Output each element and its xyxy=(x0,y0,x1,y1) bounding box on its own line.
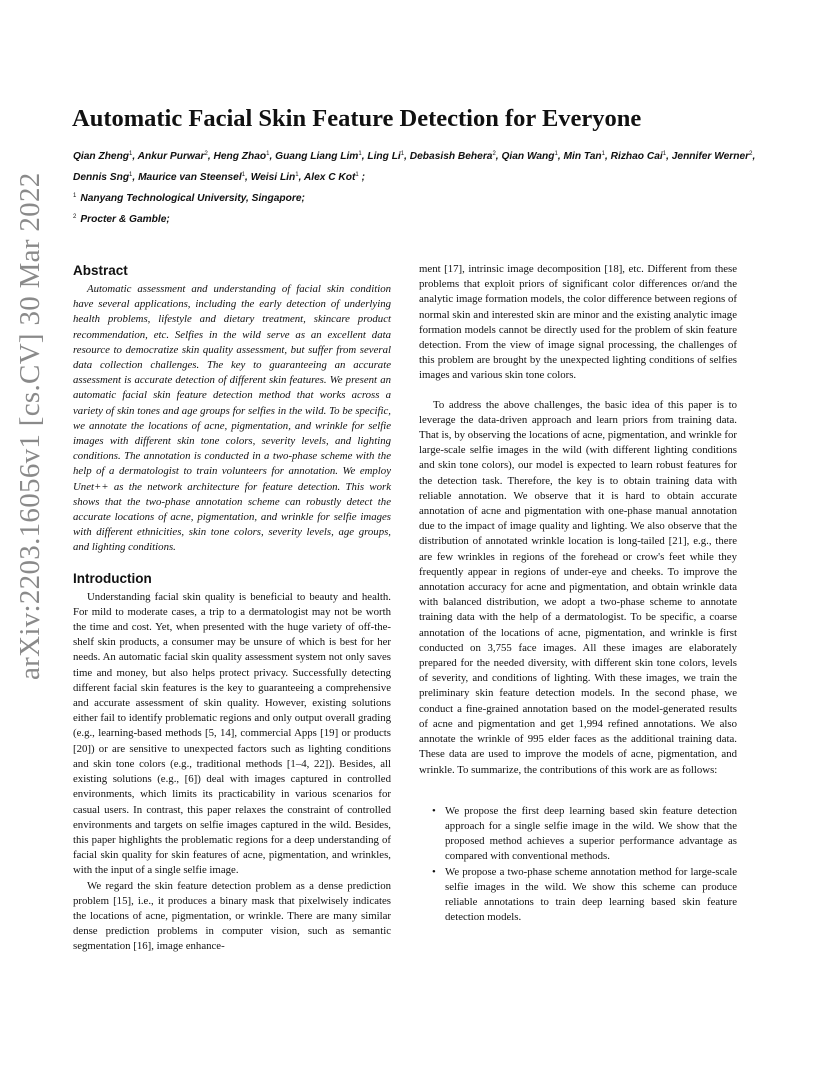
author-affiliation-mark: 2 xyxy=(492,151,496,157)
contributions-list xyxy=(419,804,737,926)
abstract-text: Automatic assessment and understanding of facial skin condition have several applications, including the early detection of underlying health problems, lifestyle and dietary treatment, skincare product recommendation, etc. Selfies in the wild serve as an excellent data resource to democratize skin quality assessment, but suffer from several data collection challenges. The key to guaranteeing an accurate assessment is accurate detection of different skin features. We present an automatic facial skin feature detection method that works across a variety of skin tones and age groups for selfies in the wild. To be specific, we annotate the locations of acne, pigmentation, and wrinkle for selfie images with different skin tone colors, severity levels, and lighting conditions. The annotation is conducted in a two-phase scheme with the help of a dermatologist to train volunteers for annotation. We employ Unet++ as the network architecture for feature detection. This work shows that the two-phase annotation scheme can robustly detect the accurate locations of acne, pigmentation, and wrinkle for selfie images with different ethnicities, skin tone colors, severity levels, age groups, and lighting conditions. xyxy=(73,283,391,554)
author-name: Alex C Kot xyxy=(303,172,356,183)
bullet-icon: • xyxy=(432,804,436,817)
intro-paragraph-2: We regard the skin feature detection problem as a dense prediction problem [15], i.e., it produces a binary mask that pixelwisely indicates the locations of acne, pigmentation, or wrinkle. There are many similar dense prediction problems in computer vision, such as semantic segmentation [16], image enhance- xyxy=(73,879,391,953)
author-name: Rizhao Cai xyxy=(610,151,663,162)
author-affiliation-mark: 1 xyxy=(295,172,299,178)
author-name: Dennis Sng xyxy=(73,172,130,183)
author-affiliation-mark: 1 xyxy=(266,151,270,157)
bullet-icon: • xyxy=(432,865,436,878)
abstract-heading: Abstract xyxy=(73,263,128,278)
intro-paragraph-1: Understanding facial skin quality is beneficial to beauty and health. For mild to moderate cases, a trip to a dermatologist may not be worth the time and cost. Yet, when presented with the huge variety of off-the-shelf skin products, a consumer may be unsure of which is best for her needs. An automatic facial skin quality assessment system not only saves time and money, but also helps protect privacy. Successfully detecting different facial skin features is the key to guaranteeing a comprehensive and accurate assessment of skin quality. However, existing solutions either fail to identify problematic regions and only output overall grading (e.g., learning-based methods [5, 14], commercial Apps [19] or products [20]) or are sensitive to unexpected factors such as lighting conditions and skin tone colors (e.g., traditional methods [1–4, 22]). Besides, all existing solutions (e.g., [6]) deal with images captured in controlled environments, which limits its practicability in various scenarios for casual users. In contrast, this paper relaxes the constraint of controlled environments and targets on selfie images captured in the wild. Besides, this paper highlights the problematic regions for a deep understanding of facial skin quality for skin features of acne, pigmentation, and wrinkles, with the input of a single selfie image. xyxy=(73,590,391,877)
author-name: Maurice van Steensel xyxy=(138,172,242,183)
introduction-heading: Introduction xyxy=(73,570,152,586)
intro-paragraph-2-continued: ment [17], intrinsic image decomposition [18], etc. Different from these problems that exploit priors of significant color differences or/and the analytic image formation models, the color difference between regions of normal skin and interested skin are minor and the existing analytic image formation models cannot be directly used for the problem of skin feature detection. From the view of image signal processing, the challenges of this problem are brought by the unexpected lighting conditions of selfies images and various skin tone colors. xyxy=(419,263,737,382)
author-affiliation-mark: 1 xyxy=(358,151,362,157)
author-block xyxy=(73,145,773,229)
author-name: Qian Zheng xyxy=(73,151,130,162)
author-affiliation-mark: 1 xyxy=(241,172,246,178)
author-name: Ankur Purwar xyxy=(137,151,205,162)
left-column xyxy=(73,262,391,955)
paper-title: Automatic Facial Skin Feature Detection for Everyone xyxy=(72,105,642,132)
author-affiliation-mark: 2 xyxy=(204,151,208,157)
contribution-item: • We propose a two-phase scheme annotation method for large-scale selfie images in the wild. We show this scheme can produce reliable annotations to train deep learning based skin feature detection models. xyxy=(432,865,737,924)
author-name: Qian Wang xyxy=(501,151,555,162)
author-name: Jennifer Werner xyxy=(671,151,750,162)
author-affiliation-mark: 1 xyxy=(554,151,558,157)
contribution-item: • We propose the first deep learning based skin feature detection approach for a single selfie image in the wild. We show that the proposed method achieves a superior performance advantage as compared with conventional methods. xyxy=(432,804,737,863)
author-affiliation-mark: 1 xyxy=(400,151,405,157)
author-name: Min Tan xyxy=(563,151,602,162)
author-affiliation-mark: 1 xyxy=(662,151,667,157)
affiliation-2: $^2$ Procter & Gamble; xyxy=(73,214,170,225)
author-name: Ling Li xyxy=(367,151,401,162)
author-name: Weisi Lin xyxy=(250,172,296,183)
author-affiliation-mark: 1 xyxy=(129,172,133,178)
author-name: Guang Liang Lim xyxy=(275,151,359,162)
affiliation-1: $^1$ Nanyang Technological University, Singapore; xyxy=(73,193,305,204)
author-affiliation-mark: 1 xyxy=(129,151,133,157)
intro-paragraph-3: To address the above challenges, the basic idea of this paper is to leverage the data-driven approach and learn priors from training data. That is, by observing the locations of acne, pigmentation, and wrinkle for large-scale selfie images in the wild (with different lighting conditions and skin tone colors), our model is expected to learn robust features for the detection task. Therefore, the key is to obtain training data with reliable annotation. We observe that it is hard to obtain accurate annotation of acne and pigmentation with one-phase manual annotation due to the impact of image quality and lighting. We also observe that the distribution of annotated wrinkle location is long-tailed [21], e.g., there are few wrinkles in regions of the forehead or crow's feet while they frequently appear in regions of under-eye and cheeks. To improve the annotation accuracy for acne and pigmentation, and obtain wrinkle data with balanced distribution, we adopt a two-phase scheme to annotate training data with the help of a dermatologist. To be specific, a coarse annotation of the locations of acne, pigmentation, and wrinkle is first conducted on 3,755 face images. All these images are elaborately prepared for the needed diversity, with different skin tone colors, levels of severity, and conditions of lighting. With these images, we train the preliminary skin feature detection models. In the second phase, we conduct a fine-grained annotation based on the model-generated results of acne and pigmentation and get 1,994 refined annotations. We also annotate the wrinkle of 995 elder faces as the additional training data. These data are used to improve the models of acne, pigmentation, and wrinkle. To summarize, the contributions of this work are as follows: xyxy=(419,398,737,776)
author-list: Qian Zheng$^1$, Ankur Purwar$^2$, Heng Zhao$^1$, Guang Liang Lim$^1$, Ling Li$^1$, Debasish Behera$^2$, Qian Wang$^1$, Min Tan$^1$, Rizhao Cai$^1$, Jennifer Werner$^2$, Dennis Sng$^1$, Maurice van Steensel$^1$, Weisi Lin$^1$, Alex C Kot$^1$ ; xyxy=(73,151,756,183)
author-affiliation-mark: 1 xyxy=(355,172,359,178)
right-column xyxy=(419,262,737,925)
author-affiliation-mark: 2 xyxy=(749,151,753,157)
arxiv-identifier-stamp: arXiv:2203.16056v1 [cs.CV] 30 Mar 2022 xyxy=(14,172,46,680)
author-name: Heng Zhao xyxy=(213,151,267,162)
author-affiliation-mark: 1 xyxy=(601,151,605,157)
author-name: Debasish Behera xyxy=(409,151,493,162)
